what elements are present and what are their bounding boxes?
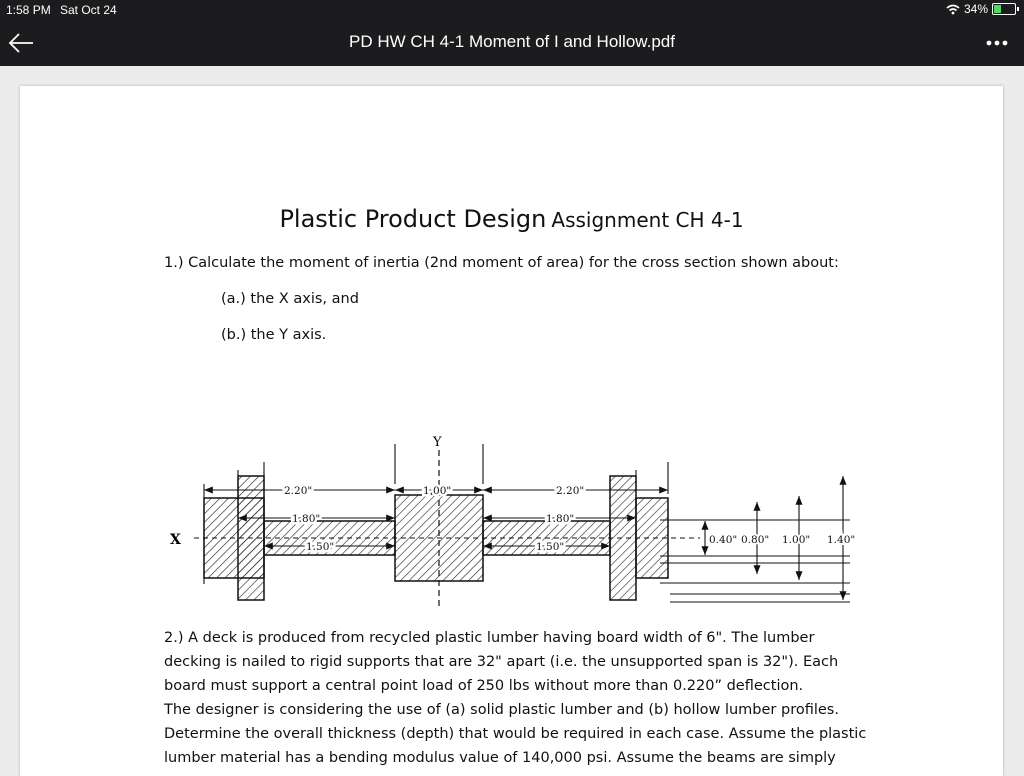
dim-center-1-00: 1.00" [423, 485, 452, 497]
question-2-line: The designer is considering the use of (a) solid plastic lumber and (b) hollow lumber profiles. [164, 702, 839, 718]
title-main: Plastic Product Design [279, 205, 547, 233]
nav-bar [0, 20, 1024, 66]
status-time: 1:58 PM [6, 3, 51, 17]
question-2 [164, 626, 876, 770]
dim-vertical-0-80: 0.80" [741, 534, 770, 546]
dim-right-1-50: 1.50" [536, 541, 565, 553]
battery-percent: 34% [963, 2, 988, 16]
dim-right-2-20: 2.20" [556, 485, 585, 497]
question-2-line: 2.) A deck is produced from recycled plastic lumber having board width of 6". The lumber [164, 630, 815, 646]
question-1a: (a.) the X axis, and [221, 291, 359, 307]
page-title [20, 205, 1003, 233]
cross-section-diagram [160, 388, 880, 613]
question-1b: (b.) the Y axis. [221, 327, 327, 343]
title-sub: Assignment CH 4-1 [551, 208, 744, 232]
dim-vertical-0-40: 0.40" [709, 534, 738, 546]
question-2-line: lumber material has a bending modulus value of 140,000 psi. Assume the beams are simply [164, 750, 836, 766]
battery-fill [994, 5, 1001, 13]
right-flange [610, 476, 636, 600]
dim-vertical-1-00: 1.00" [782, 534, 811, 546]
more-options-button[interactable] [982, 28, 1012, 58]
question-2-line: decking is nailed to rigid supports that are 32" apart (i.e. the unsupported span is 32"). Each [164, 654, 839, 670]
question-1: 1.) Calculate the moment of inertia (2nd moment of area) for the cross section shown about: [164, 255, 839, 271]
pdf-page[interactable] [20, 86, 1003, 776]
wifi-icon [946, 4, 960, 15]
dim-left-1-80: 1.80" [292, 513, 321, 525]
dim-left-1-50: 1.50" [306, 541, 335, 553]
battery-charging-icon [992, 3, 1016, 15]
dim-vertical-1-40: 1.40" [827, 534, 856, 546]
dim-left-2-20: 2.20" [284, 485, 313, 497]
dim-right-1-80: 1.80" [546, 513, 575, 525]
y-axis-label: Y [433, 435, 442, 450]
status-bar [0, 0, 1024, 20]
document-title: PD HW CH 4-1 Moment of I and Hollow.pdf [349, 32, 675, 51]
question-2-line: board must support a central point load of 250 lbs without more than 0.220” deflection. [164, 678, 804, 694]
question-2-line: Determine the overall thickness (depth) that would be required in each case. Assume the plastic [164, 726, 867, 742]
more-options-icon [982, 28, 1012, 58]
status-date: Sat Oct 24 [60, 3, 117, 17]
x-axis-label: X [170, 532, 181, 548]
status-right [946, 2, 1016, 16]
